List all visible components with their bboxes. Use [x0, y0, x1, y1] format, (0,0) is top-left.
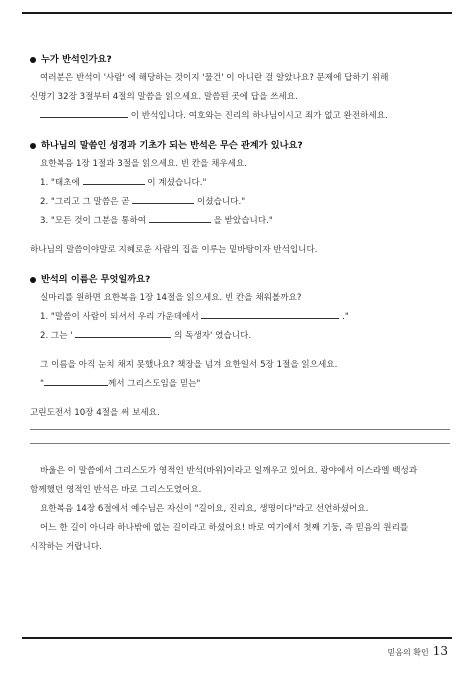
item-text: 을 받았습니다." — [213, 216, 273, 226]
paragraph: 시작하는 거랍니다. — [30, 542, 102, 552]
fill-item — [30, 212, 450, 231]
section-heading — [30, 136, 450, 155]
item-text: " — [40, 379, 44, 389]
answer-blank[interactable] — [149, 212, 211, 223]
fill-item — [30, 174, 450, 193]
heading-text: 누가 반석인가요? — [41, 54, 112, 65]
item-text: ." — [342, 312, 349, 322]
top-rule — [22, 12, 452, 14]
paragraph: 요한복음 1장 1절과 3절을 읽으세요. 빈 칸을 채우세요. — [40, 159, 248, 169]
item-text: 의 독생자' 였습니다. — [174, 331, 252, 341]
fill-item — [30, 308, 450, 327]
fill-item — [30, 193, 450, 212]
answer-blank[interactable] — [83, 174, 145, 185]
footer-label: 믿음의 확인 — [387, 648, 429, 657]
section-heading — [30, 270, 450, 289]
item-text: 2. "그리고 그 말씀은 곧 — [40, 197, 130, 207]
item-text: 1. "말씀이 사람이 되셔서 우리 가운데에서 — [40, 312, 199, 322]
section-heading — [30, 50, 450, 69]
instruction-text: 고린도전서 10장 4절을 써 보세요. — [30, 408, 160, 418]
paragraph: 어느 한 길이 아니라 하나밖에 없는 길이라고 하셨어요! 바로 여기에서 첫째 기둥, 즉 믿음의 원리를 — [40, 523, 409, 533]
page-number: 13 — [432, 644, 448, 658]
item-text: 2. 그는 ' — [40, 331, 73, 341]
heading-text: 반석의 이름은 무엇일까요? — [41, 274, 151, 285]
item-text: 3. "모든 것이 그분을 통하여 — [40, 216, 147, 226]
item-text: 1. "태초에 — [40, 178, 80, 188]
bullet-icon — [30, 277, 36, 283]
answer-blank[interactable] — [40, 107, 128, 118]
page-footer — [388, 644, 448, 658]
fill-item — [30, 327, 450, 346]
heading-text: 하나님의 말씀인 성경과 기초가 되는 반석은 무슨 관계가 있나요? — [41, 140, 303, 151]
answer-blank[interactable] — [44, 375, 108, 386]
answer-text: 이 반석입니다. 여호와는 진리의 하나님이시고 죄가 없고 완전하세요. — [130, 111, 388, 121]
bottom-rule — [22, 637, 452, 639]
paragraph: 함께했던 영적인 반석은 바로 그리스도였어요. — [30, 485, 202, 495]
item-text: 이셨습니다." — [196, 197, 246, 207]
bullet-icon — [30, 57, 36, 63]
page-content — [30, 50, 450, 557]
answer-blank[interactable] — [201, 308, 339, 319]
paragraph: 여러분은 반석이 '사람' 에 해당하는 것이지 '물건' 이 아니란 걸 알았나요? 문제에 답하기 위해 — [40, 73, 389, 83]
quote-line — [30, 375, 450, 394]
paragraph: 실마리를 원하면 요한복음 1장 14절을 읽으세요. 빈 칸을 채워볼까요? — [40, 293, 302, 303]
bullet-icon — [30, 143, 36, 149]
paragraph: 그 이름을 아직 눈치 채지 못했나요? 책장을 넘겨 요한일서 5장 1절을 읽으세요. — [40, 360, 338, 370]
answer-line — [30, 107, 450, 126]
item-text: 께서 그리스도임을 믿는" — [107, 379, 201, 389]
paragraph: 바울은 이 말씀에서 그리스도가 영적인 반석(바위)이라고 일깨우고 있어요. 광야에서 이스라엘 백성과 — [40, 466, 418, 476]
paragraph: 신명기 32장 3절부터 4절의 말씀을 읽으세요. 말씀된 곳에 답을 쓰세요. — [30, 92, 298, 102]
summary-text: 하나님의 말씀이야말로 지혜로운 사람의 집을 이루는 밑바탕이자 반석입니다. — [30, 245, 318, 255]
paragraph: 요한복음 14장 6절에서 예수님은 자신이 "길이요, 진리요, 생명이다"라고 선언하셨어요. — [40, 504, 369, 514]
answer-blank[interactable] — [132, 193, 194, 204]
item-text: 이 계셨습니다." — [147, 178, 207, 188]
answer-blank[interactable] — [75, 327, 171, 338]
